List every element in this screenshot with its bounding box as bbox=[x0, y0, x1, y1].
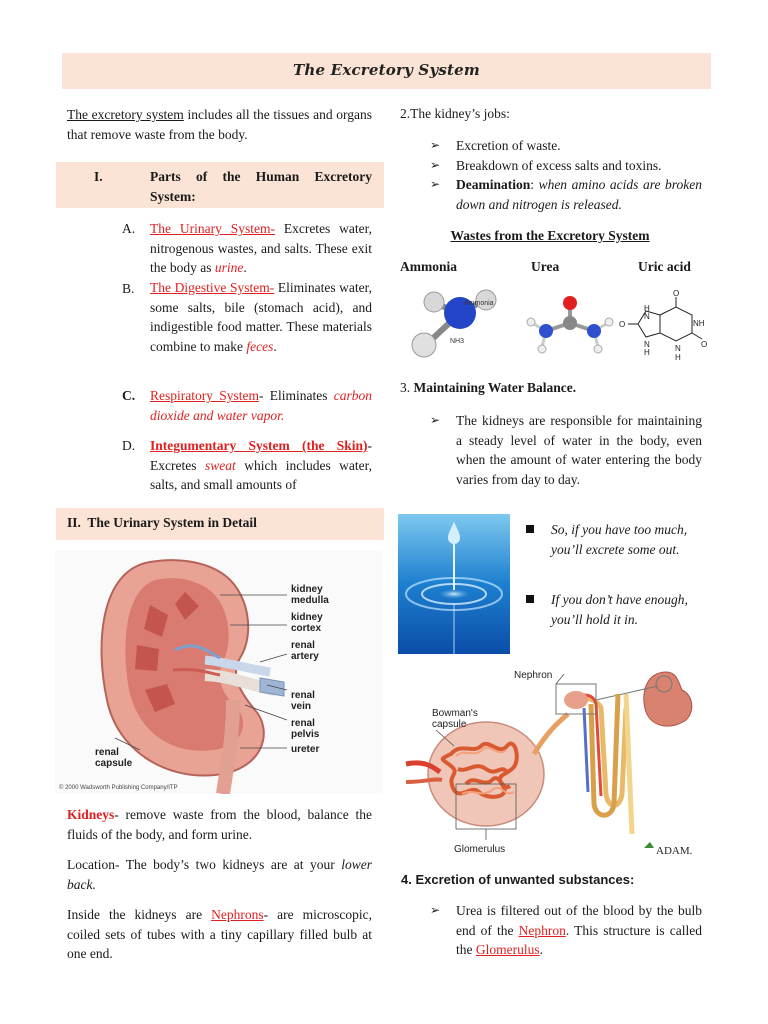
job-item: ➢ Excretion of waste. bbox=[430, 136, 702, 156]
integumentary-system-link[interactable]: Integumentary System (the Skin) bbox=[150, 438, 368, 453]
nephron-diagram bbox=[396, 664, 712, 860]
title-band bbox=[62, 53, 711, 89]
svg-text:renal: renal bbox=[291, 690, 315, 701]
svg-text:Glomerulus: Glomerulus bbox=[454, 844, 506, 855]
svg-text:Nephron: Nephron bbox=[514, 670, 553, 681]
svg-text:vein: vein bbox=[291, 701, 312, 712]
water-paragraph: ➢ The kidneys are responsible for maintaining a steady level of water in the body, even when the amount of water entering the body varies from day to day. bbox=[430, 413, 702, 487]
item-d-text: Integumentary System (the Skin)- Excretes sweat which includes water, salts, and small amounts of bbox=[150, 438, 372, 492]
ammonia-molecule bbox=[412, 290, 496, 357]
digestive-system-link[interactable]: The Digestive System- bbox=[150, 280, 275, 295]
svg-text:N: N bbox=[644, 312, 650, 321]
wastes-heading: Wastes from the Excretory System bbox=[450, 228, 650, 243]
arrow-bullet-icon: ➢ bbox=[430, 413, 441, 427]
square-bullet-icon bbox=[526, 525, 534, 533]
svg-text:artery: artery bbox=[291, 651, 319, 662]
item-c-text: Respiratory System- Eliminates carbon dioxide and water vapor. bbox=[150, 388, 372, 423]
arrow-bullet-icon: ➢ bbox=[430, 138, 441, 152]
svg-text:renal: renal bbox=[95, 747, 119, 758]
section1-number: I. bbox=[94, 169, 103, 184]
section1-heading: Parts of the Human Excretory System: bbox=[150, 169, 372, 204]
section4-paragraph: ➢ Urea is filtered out of the blood by the bulb end of the Nephron. This structure is called the Glomerulus. bbox=[430, 903, 703, 957]
location-paragraph: Location- The body’s two kidneys are at your lower back. bbox=[67, 857, 372, 892]
nephrons-paragraph: Inside the kidneys are Nephrons- are microscopic, coiled sets of tubes with a tiny capillary filled bulb at one end. bbox=[67, 907, 373, 961]
waste-urea-label: Urea bbox=[531, 259, 560, 274]
water-drop-image bbox=[398, 514, 510, 654]
svg-text:cortex: cortex bbox=[291, 623, 322, 634]
section2-heading: II. The Urinary System in Detail bbox=[67, 515, 257, 530]
arrow-bullet-icon: ➢ bbox=[430, 177, 441, 191]
jobs-list bbox=[430, 136, 702, 214]
item-c-letter: C. bbox=[122, 388, 136, 403]
kidney-diagram bbox=[55, 550, 383, 794]
svg-text:pelvis: pelvis bbox=[291, 729, 320, 740]
svg-text:H: H bbox=[644, 304, 650, 313]
square-bullet-icon bbox=[526, 595, 534, 603]
svg-text:medulla: medulla bbox=[291, 595, 329, 606]
svg-text:renal: renal bbox=[291, 718, 315, 729]
urea-molecule bbox=[527, 296, 613, 353]
item-d-letter: D. bbox=[122, 438, 136, 453]
uric-acid-molecule bbox=[619, 289, 707, 362]
glomerulus-link[interactable]: Glomerulus bbox=[475, 942, 540, 957]
job-item: ➢ Breakdown of excess salts and toxins. bbox=[430, 156, 702, 176]
item-a-text: The Urinary System- Excretes water, nitrogenous wastes, and salts. These exit the body as urine. bbox=[150, 221, 372, 275]
svg-text:NH: NH bbox=[693, 319, 705, 328]
intro-link-text: The excretory system bbox=[67, 107, 184, 122]
jobs-heading: 2.The kidney’s jobs: bbox=[400, 106, 510, 121]
svg-text:Ammonia: Ammonia bbox=[464, 300, 494, 307]
svg-text:kidney: kidney bbox=[291, 612, 323, 623]
svg-text:NH3: NH3 bbox=[450, 338, 465, 345]
item-a-letter: A. bbox=[122, 221, 136, 236]
intro-paragraph: The excretory system includes all the tissues and organs that remove waste from the body. bbox=[67, 107, 372, 142]
waste-molecules bbox=[398, 285, 712, 365]
svg-text:H: H bbox=[675, 353, 681, 362]
page-title: The Excretory System bbox=[293, 61, 480, 79]
respiratory-system-link[interactable]: Respiratory System bbox=[150, 388, 259, 403]
svg-text:N: N bbox=[675, 344, 681, 353]
waste-ammonia-label: Ammonia bbox=[400, 259, 457, 274]
job-item: ➢ Deamination: when amino acids are broken down and nitrogen is released. bbox=[430, 177, 702, 212]
svg-text:ureter: ureter bbox=[291, 744, 320, 755]
svg-text:renal: renal bbox=[291, 640, 315, 651]
svg-text:O: O bbox=[619, 320, 626, 329]
water-heading: 3. Maintaining Water Balance. bbox=[400, 380, 577, 395]
nephrons-link[interactable]: Nephrons bbox=[211, 907, 264, 922]
svg-text:capsule: capsule bbox=[95, 758, 133, 769]
section4-heading: 4. Excretion of unwanted substances: bbox=[401, 872, 635, 887]
kidneys-label: Kidneys bbox=[67, 807, 115, 822]
svg-text:H: H bbox=[644, 348, 650, 357]
arrow-bullet-icon: ➢ bbox=[430, 157, 441, 172]
kidneys-paragraph: Kidneys- remove waste from the blood, balance the fluids of the body, and form urine. bbox=[67, 807, 372, 842]
urinary-system-link[interactable]: The Urinary System- bbox=[150, 221, 275, 236]
svg-text:O: O bbox=[673, 289, 680, 298]
item-b-text: The Digestive System- Eliminates water, some salts, bile (stomach acid), and indigestible food matter. These materials combine to make feces. bbox=[150, 280, 372, 354]
svg-text:© 2000 Wadsworth Publishing Co: © 2000 Wadsworth Publishing Company/ITP bbox=[59, 785, 178, 791]
waste-uric-acid-label: Uric acid bbox=[638, 259, 691, 274]
svg-text:O: O bbox=[701, 340, 708, 349]
svg-text:kidney: kidney bbox=[291, 584, 323, 595]
bullet-too-much: So, if you have too much, you’ll excrete some out. bbox=[551, 520, 711, 559]
item-b-letter: B. bbox=[122, 281, 135, 296]
svg-text:ADAM.: ADAM. bbox=[656, 845, 693, 857]
svg-text:capsule: capsule bbox=[432, 719, 467, 730]
svg-text:N: N bbox=[644, 340, 650, 349]
svg-text:Bowman's: Bowman's bbox=[432, 708, 478, 719]
arrow-bullet-icon: ➢ bbox=[430, 903, 441, 917]
bullet-not-enough: If you don’t have enough, you’ll hold it in. bbox=[551, 590, 711, 629]
nephron-link[interactable]: Nephron bbox=[518, 922, 566, 938]
